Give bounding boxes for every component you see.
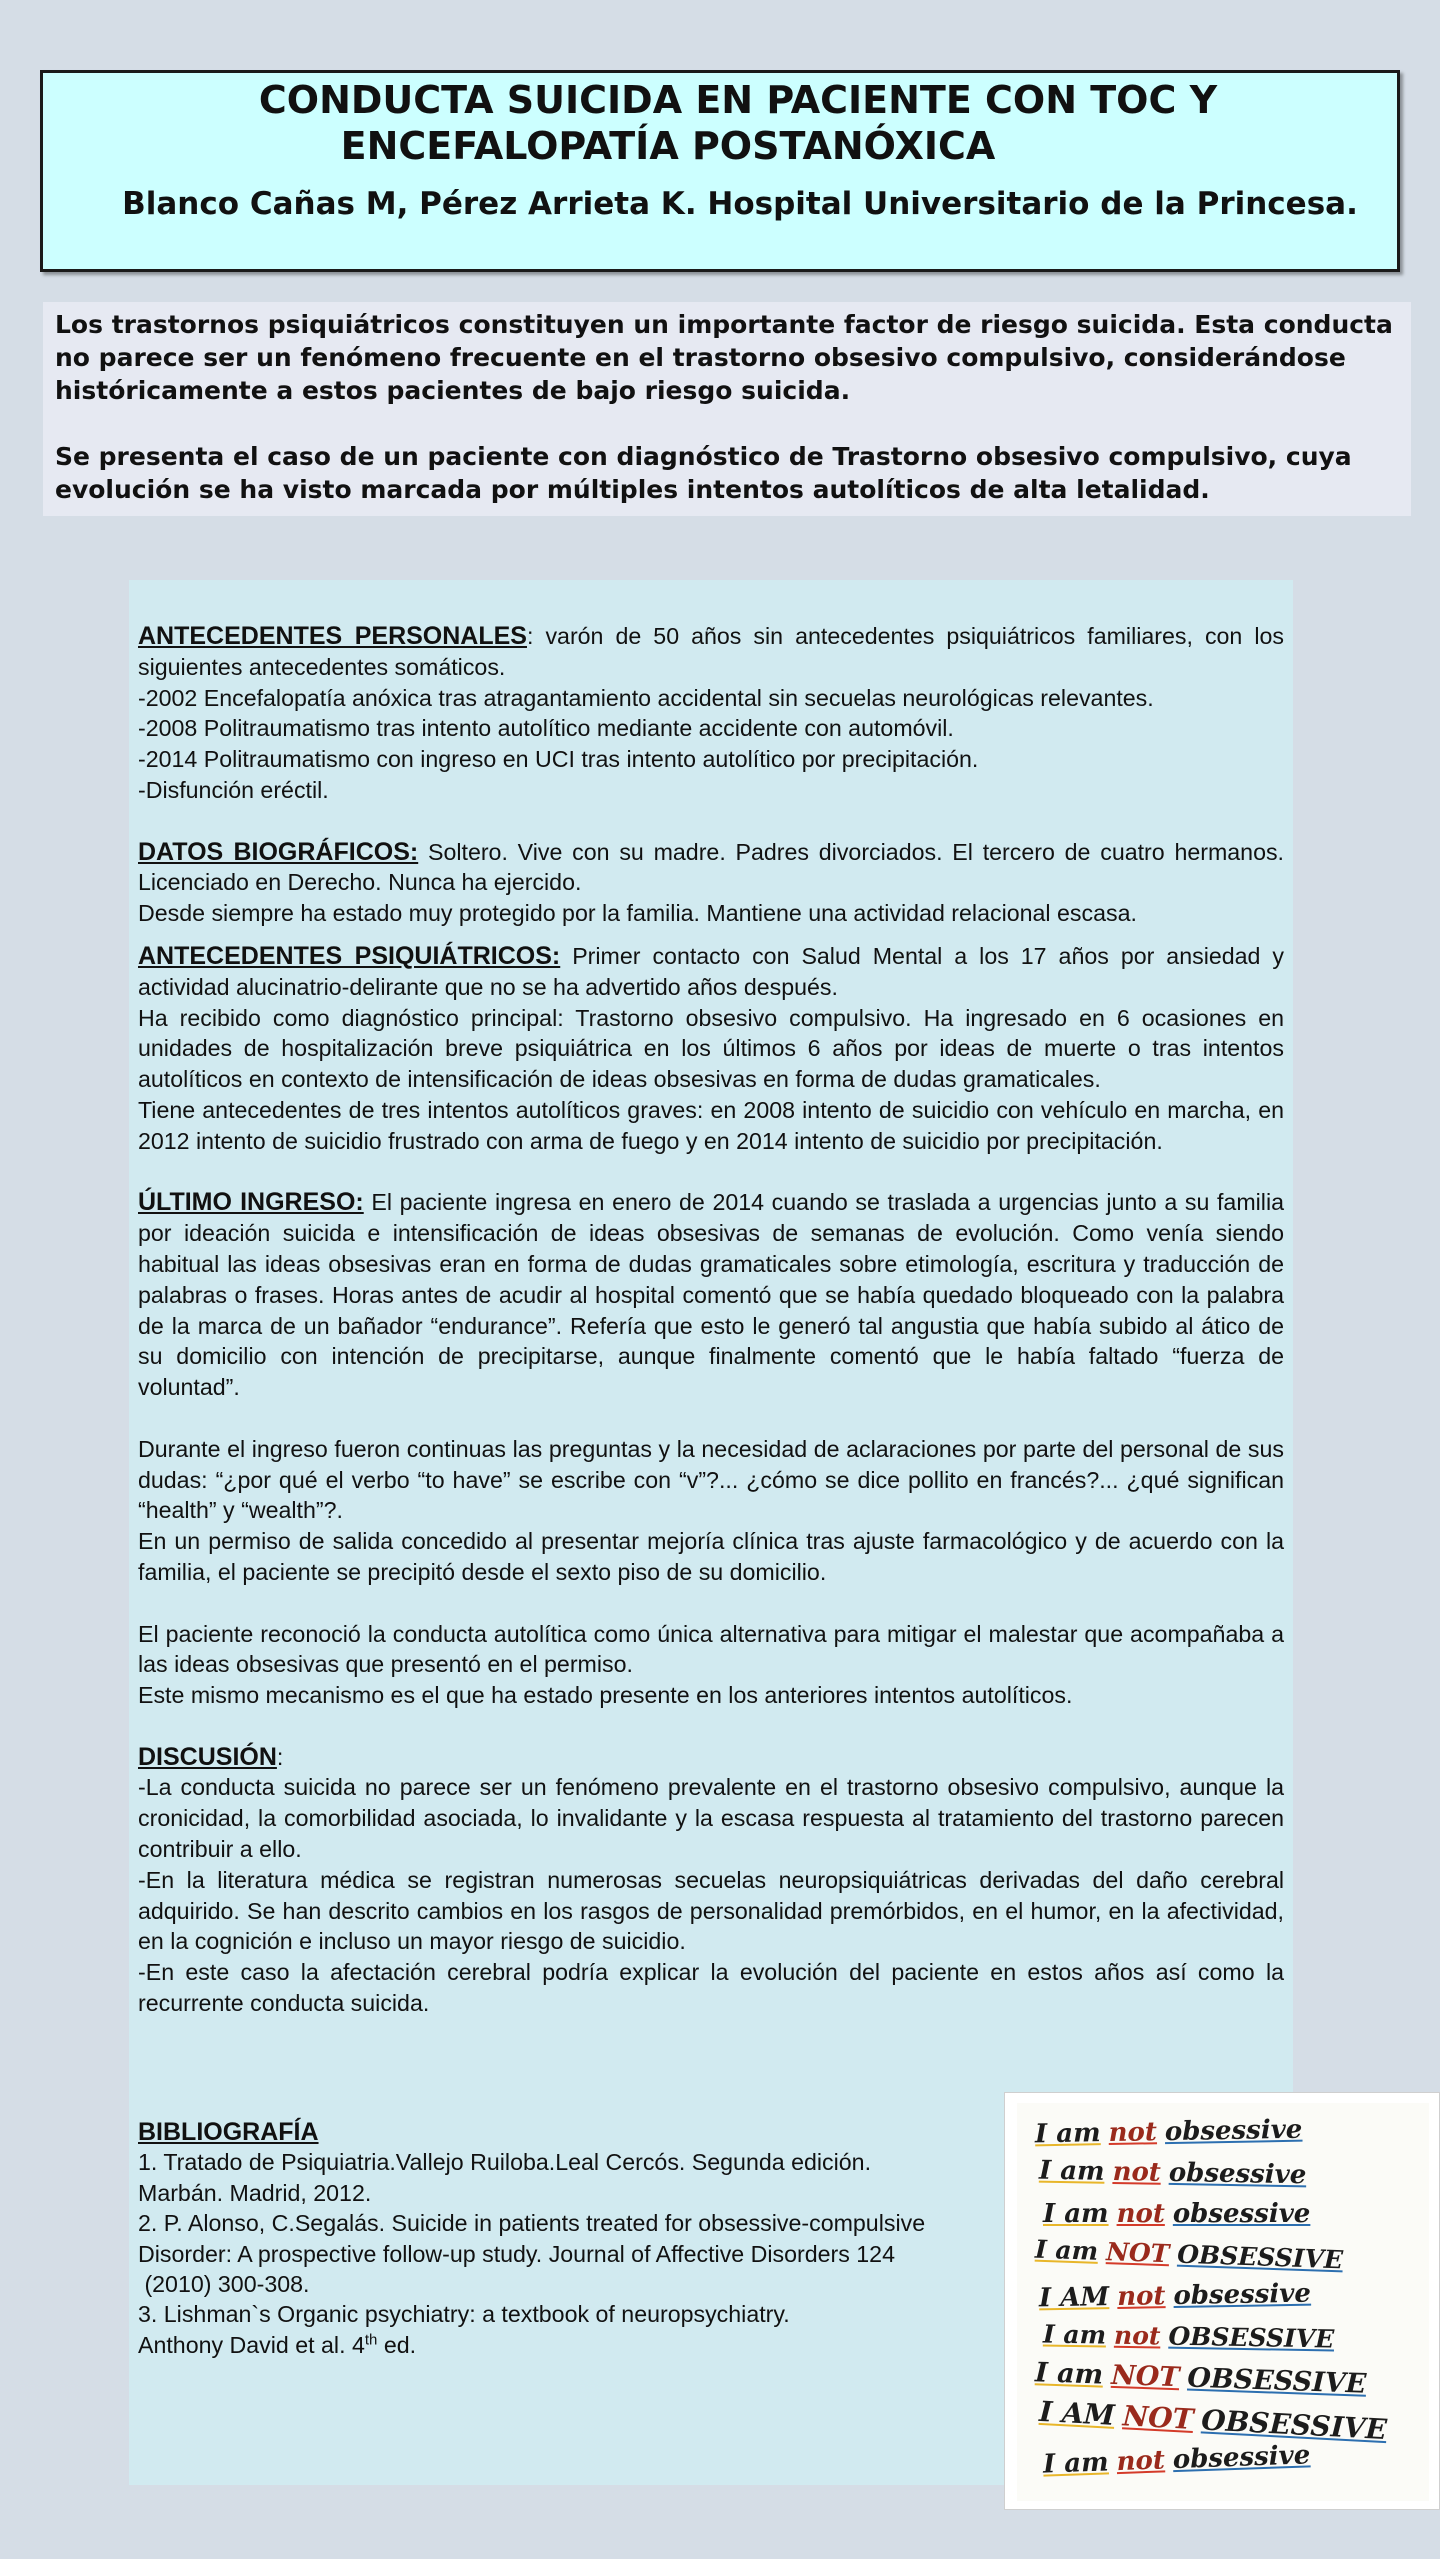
section-datos-biograficos (138, 837, 1284, 899)
handwritten-word: OBSESSIVE (1176, 2239, 1344, 2275)
handwritten-word: not (1112, 2156, 1162, 2188)
handwritten-word: obsessive (1168, 2157, 1307, 2191)
section-antecedentes-personales (138, 621, 1284, 683)
handwritten-word: I am (1042, 2447, 1110, 2480)
section-heading: ÚLTIMO INGRESO: (138, 1188, 364, 1217)
bibliography (138, 2117, 1008, 2360)
handwritten-word: NOT (1105, 2237, 1170, 2269)
section-heading: ANTECEDENTES PERSONALES (138, 622, 527, 650)
section-heading: DATOS BIOGRÁFICOS: (138, 837, 419, 866)
handwritten-obsessive-image (1004, 2092, 1440, 2510)
handwritten-word: OBSESSIVE (1200, 2403, 1388, 2447)
handwritten-line (1035, 2235, 1344, 2275)
heading-colon: : (276, 1743, 284, 1770)
section-text: Soltero. Vive con su madre. Padres divorciados. El tercero de cuatro hermanos. Licenciado en Derecho. Nunca ha ejercido. (138, 838, 1284, 896)
handwritten-word: not (1108, 2117, 1158, 2149)
section-heading: BIBLIOGRAFÍA (138, 2118, 319, 2146)
section-ultimo-ingreso (138, 1187, 1284, 1403)
section-text: Desde siempre ha estado muy protegido por la familia. Mantiene una actividad relacional escasa. (138, 900, 1137, 927)
handwritten-word: not (1116, 2445, 1166, 2478)
list-item: -En este caso la afectación cerebral podría explicar la evolución del paciente en estos años así como la recurrente conducta suicida. (138, 1959, 1284, 2017)
case-text (138, 621, 1284, 2019)
section-antecedentes-psiquiatricos (138, 941, 1284, 1003)
reference-line: 1. Tratado de Psiquiatria.Vallejo Ruiloba.Leal Cercós. Segunda edición. (138, 2149, 872, 2176)
intro-paragraph-2: Se presenta el caso de un paciente con diagnóstico de Trastorno obsesivo compulsivo, cuya evolución se ha visto marcada por múltiples intentos autolíticos de alta letalidad. (55, 442, 1352, 504)
section-discusion (138, 1742, 1284, 1773)
list-item: -2002 Encefalopatía anóxica tras atragantamiento accidental sin secuelas neurológicas relevantes. (138, 684, 1154, 711)
handwritten-word: obsessive (1172, 2440, 1311, 2476)
section-heading: ANTECEDENTES PSIQUIÁTRICOS: (138, 941, 561, 970)
section-text: Ha recibido como diagnóstico principal: Trastorno obsesivo compulsivo. Ha ingresado en 6 ocasiones en unidades de hospitalización breve psiquiátrica en los últimos 6 años por ideas de muerte o tras intentos autolíticos en contexto de intensificación de ideas obsesivas en forma de dudas gramaticales. (138, 1004, 1284, 1093)
handwritten-word: I am (1038, 2155, 1105, 2187)
handwritten-word: not (1116, 2199, 1165, 2229)
reference-text: ed. (377, 2331, 417, 2358)
list-item: -En la literatura médica se registran numerosas secuelas neuropsiquiátricas derivadas del daño cerebral adquirido. Se han descrito cambios en los rasgos de personalidad premórbidos, en el humor, en la afectividad, en la cognición e incluso un mayor riesgo de suicidio. (138, 1866, 1284, 1955)
handwritten-line (1043, 2199, 1310, 2229)
section-text: Primer contacto con Salud Mental a los 17 años por ansiedad y actividad alucinatrio-delirante que no se ha advertido años después. (138, 942, 1284, 1000)
handwritten-word: not (1113, 2320, 1161, 2351)
section-text: El paciente ingresa en enero de 2014 cuando se traslada a urgencias junto a su familia por ideación suicida e intensificación de ideas obsesivas de semanas de evolución. Como venía siendo habitual las ideas obsesivas eran en forma de dudas gramaticales sobre etimología, escritura y traducción de palabras o frases. Horas antes de acudir al hospital comentó que se había quedado bloqueado con la palabra de la marca de un bañador “endurance”. Refería que esto le generó tal angustia que había subido al ático de su domicilio con intención de precipitarse, aunque finalmente comentó que le había faltado “fuerza de voluntad”. (138, 1189, 1284, 1401)
section-heading: DISCUSIÓN (138, 1742, 277, 1771)
reference-line: (2010) 300-308. (138, 2271, 310, 2298)
handwritten-word: I AM (1038, 2394, 1116, 2432)
handwritten-word: I am (1034, 2118, 1101, 2150)
handwritten-word: I am (1042, 2319, 1107, 2350)
section-text: En un permiso de salida concedido al presentar mejoría clínica tras ajuste farmacológico y de acuerdo con la familia, el paciente se precipitó desde el sexto piso de su domicilio. (138, 1528, 1284, 1585)
poster-title-box (40, 70, 1400, 272)
handwritten-line (1038, 2395, 1387, 2446)
list-item: -2014 Politraumatismo con ingreso en UCI tras intento autolítico por precipitación. (138, 746, 979, 773)
handwritten-word: obsessive (1164, 2114, 1303, 2148)
intro-box (43, 302, 1411, 516)
handwritten-word: obsessive (1173, 2278, 1312, 2312)
reference-line (138, 2330, 1008, 2360)
handwritten-word: OBSESSIVE (1168, 2321, 1335, 2354)
section-text: Tiene antecedentes de tres intentos autolíticos graves: en 2008 intento de suicidio con vehículo en marcha, en 2012 intento de suicidio frustrado con arma de fuego y en 2014 intento de suicidio por precipitación. (138, 1096, 1284, 1154)
poster-authors: Blanco Cañas M, Pérez Arrieta K. Hospital Universitario de la Princesa. (122, 186, 1358, 222)
handwritten-word: obsessive (1172, 2199, 1311, 2229)
handwritten-lines (1017, 2103, 1429, 2501)
section-text: Durante el ingreso fueron continuas las preguntas y la necesidad de aclaraciones por parte del personal de sus dudas: “¿por qué el verbo “to have” se escribe con “v”?... ¿cómo se dice pollito en francés?... ¿qué significan “health” y “wealth”?. (138, 1435, 1284, 1524)
handwritten-line (1043, 2319, 1335, 2353)
handwritten-word: not (1116, 2281, 1166, 2313)
reference-text: Anthony David et al. 4 (138, 2331, 365, 2358)
reference-line: 2. P. Alonso, C.Segalás. Suicide in patients treated for obsessive-compulsive (138, 2210, 926, 2237)
handwritten-line (1039, 2156, 1307, 2191)
poster-title-line-1: CONDUCTA SUICIDA EN PACIENTE CON TOC Y (258, 78, 1218, 122)
reference-line: Disorder: A prospective follow-up study. Journal of Affective Disorders 124 (138, 2240, 895, 2267)
reference-superscript: th (364, 2331, 378, 2349)
reference-line: Marbán. Madrid, 2012. (138, 2179, 372, 2206)
handwritten-word: I am (1034, 2234, 1099, 2266)
handwritten-word: I AM (1038, 2282, 1110, 2314)
reference-line: 3. Lishman`s Organic psychiatry: a textbook of neuropsychiatry. (138, 2301, 790, 2328)
list-item: -La conducta suicida no parece ser un fenómeno prevalente en el trastorno obsesivo compulsivo, aunque la cronicidad, la comorbilidad asociada, lo invalidante y la escasa respuesta al tratamiento del trastorno parecen contribuir a ello. (138, 1774, 1284, 1863)
section-text: Este mismo mecanismo es el que ha estado presente en los anteriores intentos autolíticos. (138, 1682, 1073, 1709)
handwritten-word: NOT (1121, 2399, 1195, 2436)
list-item: -Disfunción eréctil. (138, 776, 329, 803)
poster-title-line-2: ENCEFALOPATÍA POSTANÓXICA (340, 124, 996, 168)
section-text: El paciente reconoció la conducta autolítica como única alternativa para mitigar el malestar que acompañaba a las ideas obsesivas que presentó en el permiso. (138, 1620, 1284, 1678)
handwritten-line (1035, 2357, 1367, 2400)
section-lead: : varón de 50 años sin antecedentes psiquiátricos familiares, con los siguientes antecedentes somáticos. (138, 623, 1284, 680)
handwritten-word: I am (1043, 2199, 1109, 2229)
handwritten-word: NOT (1110, 2359, 1180, 2394)
handwritten-line (1035, 2115, 1303, 2150)
intro-paragraph-1: Los trastornos psiquiátricos constituyen un importante factor de riesgo suicida. Esta conducta no parece ser un fenómeno frecuente en el trastorno obsesivo compulsivo, considerándose históricamente a estos pacientes de bajo riesgo suicida. (55, 310, 1393, 405)
handwritten-line (1039, 2279, 1311, 2314)
handwritten-word: OBSESSIVE (1186, 2362, 1367, 2400)
handwritten-word: I am (1034, 2357, 1104, 2391)
handwritten-line (1043, 2440, 1311, 2479)
list-item: -2008 Politraumatismo tras intento autolítico mediante accidente con automóvil. (138, 715, 954, 742)
